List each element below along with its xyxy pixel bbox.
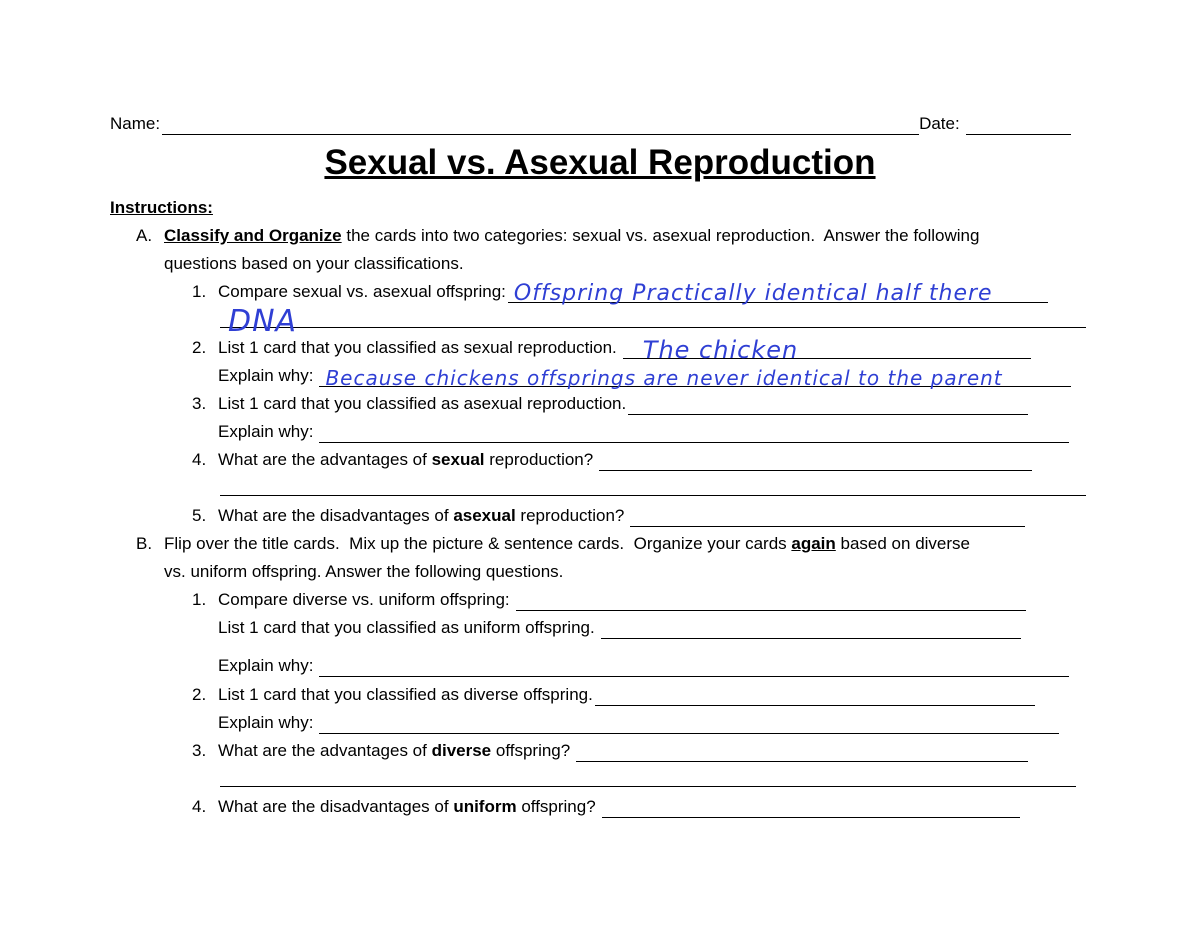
a3-question: List 1 card that you classified as asexual reproduction. [218, 394, 627, 413]
a5-question-pre: What are the disadvantages of [218, 506, 454, 525]
section-a-marker: A. [136, 226, 153, 245]
a5-question-bold: asexual [453, 506, 516, 525]
section-b-marker: B. [136, 534, 153, 553]
a1-row2 [218, 304, 1086, 339]
section-b-text2: vs. uniform offspring. Answer the following questions. [164, 562, 564, 581]
a4-row2 [218, 477, 1086, 496]
b2-number: 2. [192, 685, 207, 704]
name-label: Name: [110, 114, 161, 133]
b2-question: List 1 card that you classified as diverse offspring. [218, 685, 593, 704]
a2-row [192, 336, 1031, 364]
a3-explain-row [218, 421, 1069, 443]
b2-answer-field[interactable] [595, 687, 1035, 706]
b3-question-pre: What are the advantages of [218, 741, 432, 760]
b3-question-bold: diverse [431, 741, 492, 760]
a3-row [192, 393, 1028, 415]
header-row [110, 113, 1071, 135]
a5-number: 5. [192, 506, 207, 525]
a5-row [192, 505, 1025, 527]
a1-row [192, 281, 1048, 306]
b4-row [192, 796, 1020, 818]
b3-question-post: offspring? [491, 741, 571, 760]
a4-answer-field-2[interactable] [220, 477, 1086, 496]
b2-explain-label: Explain why: [218, 713, 314, 732]
b1-number: 1. [192, 590, 207, 609]
b1-answer-field[interactable] [516, 592, 1026, 611]
a2-question: List 1 card that you classified as sexual reproduction. [218, 338, 617, 357]
a3-explain-field[interactable] [319, 424, 1069, 443]
a2-explain-field[interactable] [319, 366, 1071, 390]
a1-answer-field-2[interactable] [220, 304, 1086, 339]
a2-handwritten-answer: The chicken [642, 336, 799, 364]
a1-number: 1. [192, 282, 207, 301]
a4-row [192, 449, 1032, 471]
a3-number: 3. [192, 394, 207, 413]
a5-answer-field[interactable] [630, 508, 1025, 527]
a2-number: 2. [192, 338, 207, 357]
section-a-text2: questions based on your classifications. [164, 254, 464, 273]
a5-question-post: reproduction? [515, 506, 625, 525]
b1-row [192, 589, 1026, 611]
b3-answer-field-2[interactable] [220, 768, 1076, 787]
b2-explain-field[interactable] [319, 715, 1059, 734]
a3-answer-field[interactable] [628, 396, 1028, 415]
a4-number: 4. [192, 450, 207, 469]
b2-row [192, 684, 1035, 706]
a4-question-bold: sexual [431, 450, 485, 469]
section-a-line1 [136, 225, 979, 247]
a4-question-post: reproduction? [484, 450, 594, 469]
b1-explain-field[interactable] [319, 658, 1069, 677]
a3-explain-label: Explain why: [218, 422, 314, 441]
a1-handwritten-answer-2: DNA [228, 304, 298, 339]
b1-sub-row [218, 617, 1021, 639]
b3-row2 [218, 768, 1076, 787]
date-label: Date: [919, 114, 960, 133]
section-b-line2 [164, 561, 563, 583]
a4-question-pre: What are the advantages of [218, 450, 432, 469]
a2-explain-row [218, 365, 1071, 390]
section-b-text1-bold: again [791, 534, 836, 553]
section-b-line1 [136, 533, 970, 555]
a1-question: Compare sexual vs. asexual offspring: [218, 282, 506, 301]
instructions-label: Instructions: [110, 198, 213, 217]
b3-number: 3. [192, 741, 207, 760]
b1-question: Compare diverse vs. uniform offspring: [218, 590, 510, 609]
b1-sub-answer-field[interactable] [601, 620, 1021, 639]
b1-explain-row [218, 655, 1069, 677]
section-a-text1: the cards into two categories: sexual vs. asexual reproduction. Answer the following [341, 226, 980, 245]
section-b-text1-pre: Flip over the title cards. Mix up the picture & sentence cards. Organize your cards [164, 534, 792, 553]
a4-answer-field[interactable] [599, 452, 1032, 471]
b4-question-pre: What are the disadvantages of [218, 797, 454, 816]
a1-handwritten-answer: Offspring Practically identical half there [513, 281, 993, 306]
a1-answer-field[interactable] [508, 281, 1048, 306]
section-b-text1-post: based on diverse [835, 534, 970, 553]
a2-handwritten-explain: Because chickens offsprings are never identical to the parent [325, 366, 1003, 390]
b4-question-bold: uniform [453, 797, 517, 816]
name-field[interactable] [162, 116, 919, 135]
b3-row [192, 740, 1028, 762]
date-field[interactable] [966, 116, 1071, 135]
b3-answer-field[interactable] [576, 743, 1028, 762]
a2-answer-field[interactable] [623, 336, 1031, 364]
section-a-lead: Classify and Organize [164, 226, 342, 245]
b2-explain-row [218, 712, 1059, 734]
b1-explain-label: Explain why: [218, 656, 314, 675]
b1-sub-question: List 1 card that you classified as uniform offspring. [218, 618, 595, 637]
b4-question-post: offspring? [516, 797, 596, 816]
b4-answer-field[interactable] [602, 799, 1020, 818]
page-title: Sexual vs. Asexual Reproduction [324, 143, 876, 182]
a2-explain-label: Explain why: [218, 366, 314, 385]
section-a-line2 [164, 253, 464, 275]
b4-number: 4. [192, 797, 207, 816]
instructions-heading [110, 197, 213, 219]
